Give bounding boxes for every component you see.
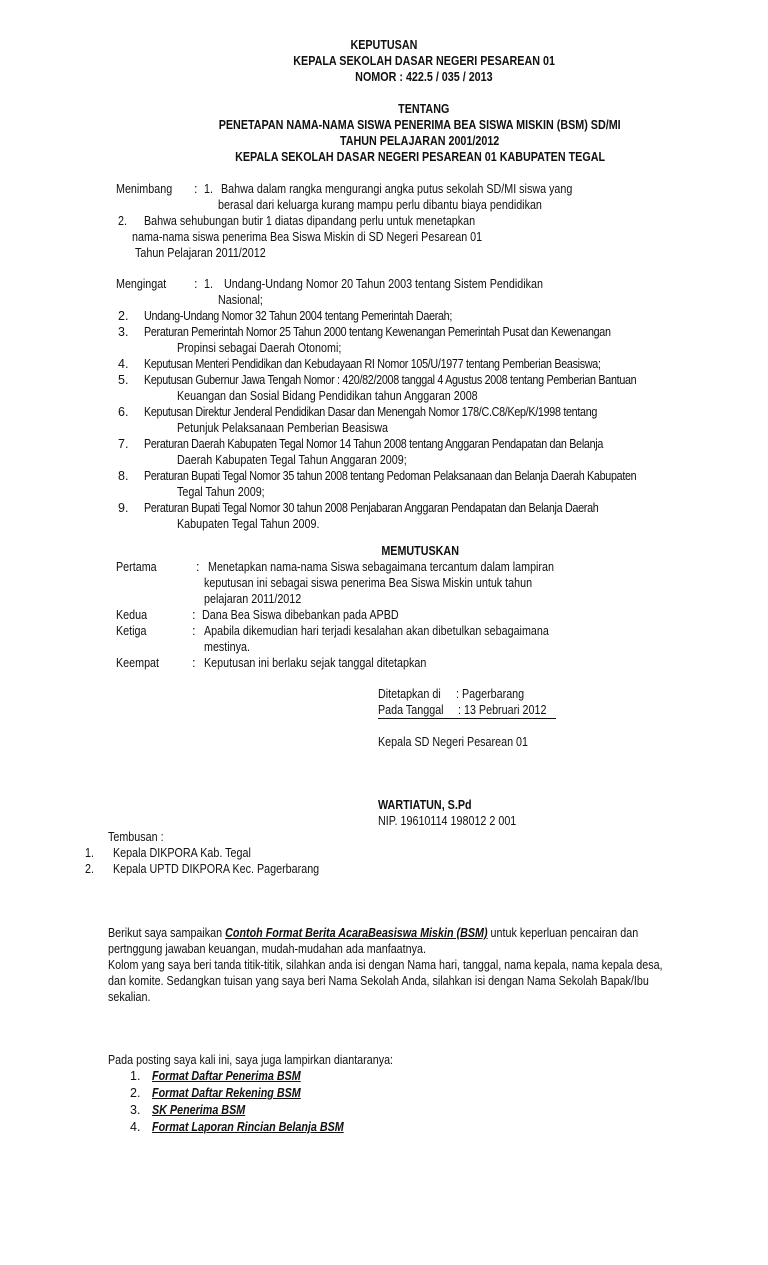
attachment-item-3 [152, 1102, 260, 1118]
menimbang-num-1: 1. [204, 182, 213, 196]
note-line-4: dan komite. Sedangkan tuisan yang saya beri Nama Sekolah Anda, silahkan isi dengan Nama Sekolah Bapak/Ibu [108, 974, 649, 988]
mengingat-num-7: 7. [118, 437, 129, 451]
attachment-num-3: 3. [130, 1103, 141, 1117]
mengingat-text-2a: Undang-Undang Nomor 32 Tahun 2004 tentang Pemerintah Daerah; [144, 309, 453, 323]
signature-position: Kepala SD Negeri Pesarean 01 [378, 735, 529, 749]
mengingat-text-7a: Peraturan Daerah Kabupaten Tegal Nomor 14 Tahun 2008 tentang Anggaran Pendapatan dan Belanja [144, 437, 604, 451]
pertama-text-a: Menetapkan nama-nama Siswa sebagaimana tercantum dalam lampiran [208, 560, 554, 574]
tanggal-value: : 13 Pebruari 2012 [458, 703, 547, 717]
signature-nip: NIP. 19610114 198012 2 001 [378, 814, 517, 828]
mengingat-num-4: 4. [118, 357, 129, 371]
mengingat-num-8: 8. [118, 469, 129, 483]
tembusan-item-2: Kepala UPTD DIKPORA Kec. Pagerbarang [113, 862, 320, 876]
mengingat-text-3a: Peraturan Pemerintah Nomor 25 Tahun 2000 tentang Kewenangan Pemerintah Pusat dan Kewenangan [144, 325, 611, 339]
doc-issuer: KEPALA SEKOLAH DASAR NEGERI PESAREAN 01 [293, 54, 555, 68]
menimbang-num-2: 2. [118, 214, 127, 228]
attachment-item-1 [152, 1068, 325, 1084]
signature-name: WARTIATUN, S.Pd [378, 798, 472, 812]
menimbang-sep: : [194, 182, 198, 196]
mengingat-text-9a: Peraturan Bupati Tegal Nomor 30 tahun 2008 Penjabaran Anggaran Pendapatan dan Belanja Daerah [144, 501, 599, 515]
doc-year: TAHUN PELAJARAN 2001/2012 [340, 134, 500, 148]
mengingat-num-5: 5. [118, 373, 129, 387]
mengingat-text-6a: Keputusan Direktur Jenderal Pendidikan Dasar dan Menengah Nomor 178/C.C8/Kep/K/1998 tentang [144, 405, 598, 419]
tembusan-num-1: 1. [85, 846, 94, 860]
mengingat-num-2: 2. [118, 309, 129, 323]
menimbang-label: Menimbang [116, 182, 173, 196]
mengingat-num-3: 3. [118, 325, 129, 339]
note-attachment-intro: Pada posting saya kali ini, saya juga lampirkan diantaranya: [108, 1053, 394, 1067]
menimbang-text-1b: berasal dari keluarga kurang mampu perlu dibantu biaya pendidikan [218, 198, 542, 212]
attachment-link-3[interactable]: SK Penerima BSM [152, 1103, 246, 1117]
ketiga-sep: : [192, 624, 196, 638]
ketiga-text-a: Apabila dikemudian hari terjadi kesalahan akan dibetulkan sebagaimana [204, 624, 549, 638]
mengingat-text-9b: Kabupaten Tegal Tahun 2009. [177, 517, 320, 531]
doc-number: NOMOR : 422.5 / 035 / 2013 [355, 70, 493, 84]
pertama-text-c: pelajaran 2011/2012 [204, 592, 302, 606]
mengingat-num-9: 9. [118, 501, 129, 515]
keempat-text: Keputusan ini berlaku sejak tanggal ditetapkan [204, 656, 427, 670]
note-line-1 [108, 925, 725, 941]
keempat-label: Keempat [116, 656, 160, 670]
attachment-link-4[interactable]: Format Laporan Rincian Belanja BSM [152, 1120, 344, 1134]
mengingat-text-1a: Undang-Undang Nomor 20 Tahun 2003 tentang Sistem Pendidikan [224, 277, 543, 291]
kedua-sep: : [192, 608, 196, 622]
mengingat-text-1b: Nasional; [218, 293, 263, 307]
attachment-item-4 [152, 1119, 375, 1135]
attachment-item-2 [152, 1085, 325, 1101]
pertama-label: Pertama [116, 560, 157, 574]
mengingat-num-6: 6. [118, 405, 129, 419]
attachment-num-1: 1. [130, 1069, 141, 1083]
doc-about: TENTANG [398, 102, 450, 116]
mengingat-label: Mengingat [116, 277, 167, 291]
doc-subtitle: KEPALA SEKOLAH DASAR NEGERI PESAREAN 01 KABUPATEN TEGAL [235, 150, 605, 164]
mengingat-text-4a: Keputusan Menteri Pendidikan dan Kebudayaan RI Nomor 105/U/1977 tentang Pemberian Beasiswa; [144, 357, 601, 371]
pertama-text-b: keputusan ini sebagai siswa penerima Bea Siswa Miskin untuk tahun [204, 576, 533, 590]
doc-title: KEPUTUSAN [350, 38, 418, 52]
doc-subject: PENETAPAN NAMA-NAMA SISWA PENERIMA BEA SISWA MISKIN (BSM) SD/MI [219, 118, 621, 132]
mengingat-sep: : [194, 277, 198, 291]
menimbang-text-2c: Tahun Pelajaran 2011/2012 [135, 246, 266, 260]
menimbang-text-2b: nama-nama siswa penerima Bea Siswa Miskin di SD Negeri Pesarean 01 [132, 230, 483, 244]
mengingat-text-7b: Daerah Kabupaten Tegal Tahun Anggaran 2009; [177, 453, 407, 467]
tanggal-label: Pada Tanggal [378, 703, 444, 717]
keempat-sep: : [192, 656, 196, 670]
ketiga-text-b: mestinya. [204, 640, 251, 654]
note-line-2: pertnggung jawaban keuangan, mudah-mudahan ada manfaatnya. [108, 942, 426, 956]
kedua-text: Dana Bea Siswa dibebankan pada APBD [202, 608, 399, 622]
tembusan-num-2: 2. [85, 862, 94, 876]
menimbang-text-1a: Bahwa dalam rangka mengurangi angka putus sekolah SD/MI siswa yang [221, 182, 573, 196]
attachment-num-2: 2. [130, 1086, 141, 1100]
ditetapkan-value: : Pagerbarang [456, 687, 525, 701]
attachment-link-2[interactable]: Format Daftar Rekening BSM [152, 1086, 301, 1100]
tembusan-item-1: Kepala DIKPORA Kab. Tegal [113, 846, 251, 860]
tembusan-label: Tembusan : [108, 830, 164, 844]
mengingat-num-1: 1. [204, 277, 213, 291]
mengingat-text-8a: Peraturan Bupati Tegal Nomor 35 tahun 2008 tentang Pedoman Pelaksanaan dan Belanja Daerah Kabupaten [144, 469, 637, 483]
berita-acara-link[interactable]: Contoh Format Berita AcaraBeasiswa Miskin (BSM) [225, 926, 488, 940]
note-p1-post: untuk keperluan pencairan dan [487, 926, 639, 940]
attachment-link-1[interactable]: Format Daftar Penerima BSM [152, 1069, 301, 1083]
mengingat-text-5b: Keuangan dan Sosial Bidang Pendidikan tahun Anggaran 2008 [177, 389, 478, 403]
note-line-5: sekalian. [108, 990, 151, 1004]
attachment-num-4: 4. [130, 1120, 141, 1134]
mengingat-text-5a: Keputusan Gubernur Jawa Tengah Nomor : 420/82/2008 tanggal 4 Agustus 2008 tentang Pemberian Bantuan [144, 373, 637, 387]
mengingat-text-3b: Propinsi sebagai Daerah Otonomi; [177, 341, 342, 355]
menimbang-text-2a: Bahwa sehubungan butir 1 diatas dipandang perlu untuk menetapkan [144, 214, 476, 228]
pertama-sep: : [196, 560, 200, 574]
memutuskan-title: MEMUTUSKAN [381, 544, 459, 558]
note-line-3: Kolom yang saya beri tanda titik-titik, silahkan anda isi dengan Nama hari, tanggal, nama kepala, nama kepala desa, [108, 958, 663, 972]
ditetapkan-label: Ditetapkan di [378, 687, 441, 701]
note-p1-pre: Berikut saya sampaikan [108, 926, 226, 940]
kedua-label: Kedua [116, 608, 148, 622]
ketiga-label: Ketiga [116, 624, 147, 638]
mengingat-text-8b: Tegal Tahun 2009; [177, 485, 265, 499]
mengingat-text-6b: Petunjuk Pelaksanaan Pemberian Beasiswa [177, 421, 388, 435]
